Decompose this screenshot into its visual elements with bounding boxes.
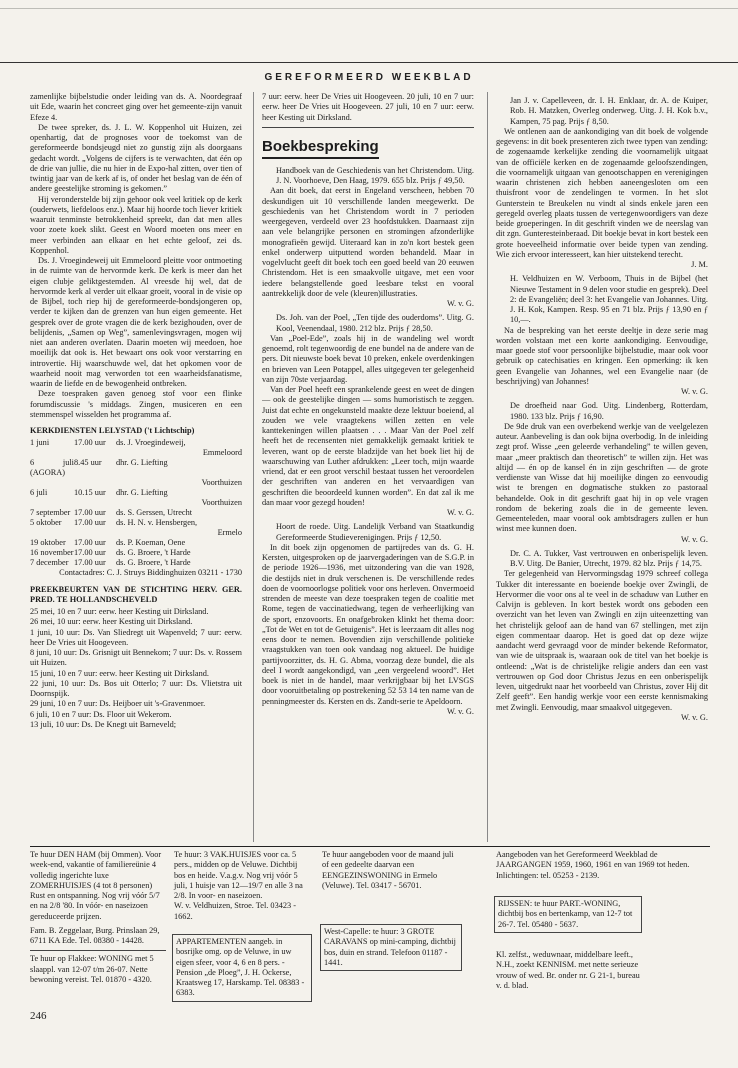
review-heading: Ds. Joh. van der Poel, „Ten tijde des ouderdoms”. Uitg. G. Kool, Veenendaal, 1980. 212 blz. Prijs ƒ 28,50. [276,313,474,333]
review-body: We ontlenen aan de aankondiging van dit boek de volgende gegevens: in dit boek presenteren zich twee typen van zending: de zogenaamde kerkelijke zending die voornamelijk uitgaat van de officiële kerken en de zogenaamde geloofszendingen, die voornamelijk uitgaan van genootschappen en verenigingen waarin christenen zich hebben aaneengesloten om een thuisfront voor de zendelingen te vormen. In het slot Gunterstein te Breukelen nu vindt al sinds enkele jaren een geregeld overleg plaats tussen de vertegenwoordigers van deze beide groeperingen. In dit geschrift vinden we de neerslag van dit zgn. Gunteresteinberaad. Dit boekje bevat in kort bestek een grote hoeveelheid informatie over beide typen van zending. Wie zich ervoor interesseert, kan hier uitstekend terecht. [496,126,708,259]
service-row [30,538,242,548]
service-row [30,558,242,568]
service-date: 7 december [30,558,69,568]
lelystad-services-title: KERKDIENSTEN LELYSTAD ('t Lichtschip) [30,426,195,435]
column-1 [30,92,242,844]
service-row [30,548,242,558]
preekbeurt-line: 8 juni, 10 uur: Ds. Grisnigt uit Bennekom; 7 uur: Ds. v. Rossem uit Huizen. [30,648,242,668]
column-separator [487,92,488,842]
service-date: 19 oktober [30,538,66,548]
ad-kennismaking [496,950,640,991]
ad-text: APPARTEMENTEN aangeb. in bosrijke omg. op de Veluwe, in uw eigen sfeer, voor 4, 6 en 8 pers. - Pension „de Ploeg”, J. H. Ockerse, Kraatsweg 17, Harskamp. Tel. 08383 - 6383. [176,937,305,998]
article-paragraph: Deze toespraken gaven genoeg stof voor een flinke forumdiscussie 's middags. Zingen, musiceren en een stemmenspel wisselden het programma af. [30,389,242,419]
section-divider [262,127,474,128]
service-row [30,438,242,448]
service-place-row [30,448,242,458]
service-preacher: ds. J. Vroegindeweij, [116,438,186,448]
review-heading: Dr. C. A. Tukker, Vast vertrouwen en onberispelijk leven. B.V. Uitg. De Banier, Utrecht, 1979. 82 blz. Prijs ƒ 14,75. [510,548,708,568]
ad-appartementen [172,934,312,1002]
ad-den-ham [30,850,166,985]
ad-text: Te huur DEN HAM (bij Ommen). Voor week-end, vakantie of familiereünie 4 volledig ingerichte luxe ZOMERHUISJES (4 tot 8 personen) Rust en ontspanning. Nog vrij vóór 5/7 en na 2/8 '80. In vóór- en naseizoen gereduceerde prijzen. [30,850,162,921]
service-preacher: dhr. G. Liefting [116,458,168,468]
review-body: Van „Poel-Ede”, zoals hij in de wandeling wel wordt genoemd, rolt tegenwoordig de ene bundel na de andere van de pers. Dit nieuwste boek bevat 10 preken, enkele overdenkingen en brieven van Leen Potappel, alles uitgegeven ter gelegenheid van zijn 70ste verjaardag. [262,333,474,384]
preekbeurt-line: 13 juli, 10 uur: Ds. De Knegt uit Barneveld; [30,719,177,729]
service-time: 17.00 uur [74,548,106,558]
service-time: 8.45 uur [74,458,102,468]
ad-contact: W. v. Veldhuizen, Stroe. Tel. 03423 - 1662. [174,901,297,921]
review-signature: W. v. G. [446,706,474,716]
review-signature: W. v. G. [680,387,708,396]
service-time: 17.00 uur [74,438,106,448]
service-row [30,488,242,498]
service-place-row [30,498,242,508]
ad-caravans [320,924,462,971]
review-signature: W. v. G. [680,712,708,722]
preekbeurt-line: 25 mei, 10 en 7 uur: eerw. heer Kesting uit Dirksland. [30,607,209,616]
review-heading: H. Veldhuizen en W. Verboom, Thuis in de Bijbel (het Nieuwe Testament in 9 delen voor studie en gesprek). Deel 2: de Evangeliën; deel 3: het Evangelie van Johannes. Uitg. J. H. Kok, Kampen. Resp. 95 en 71 blz. Prijs ƒ 13,90 en ƒ 10,—. [510,274,708,325]
ads-top-rule [30,846,710,847]
review-heading: Jan J. v. Capelleveen, dr. I. H. Enklaar, dr. A. de Kuiper, Rob. H. Matzken, Overleg onderweg. Uitg. J. H. Kok b.v., Kampen, 75 pag. Prijs ƒ 8,50. [510,96,708,126]
column-2 [262,92,474,844]
service-time: 17.00 uur [74,558,106,568]
service-date: 1 juni [30,438,50,448]
magazine-title: GEREFORMEERD WEEKBLAD [264,72,474,83]
preekbeurt-line: 15 juni, 10 en 7 uur: eerw. heer Kesting uit Dirksland. [30,668,209,678]
review-signature: W. v. G. [446,508,474,517]
ad-text: Te huur: 3 VAK.HUISJES voor ca. 5 pers., midden op de Veluwe. Dichtbij bos en heide. V.a.g.v. Nog vrij vóór 5 juli, 1 huisje van 12—19/7 en alle 3 na 2/8. In voor- en naseizoen. [174,850,303,900]
ad-jaargangen [496,850,706,881]
service-preacher: ds. S. Gerssen, Utrecht [116,508,193,518]
column-3 [496,92,708,844]
page-number: 246 [30,1010,47,1022]
service-place: Emmeloord [202,448,242,458]
article-paragraph: Ds. J. Vroegindeweij uit Emmeloord pleitte voor ontmoeting in de ruimte van de hervormde kerk. De kerk is meer dan het eigen clubje geliktgestemden. Al vreesde hij wel, dat de hervormde kerk al verder uit elkaar groeit, vooral in de visie op de Bijbel, toch riep hij de gereformeerde-bondsjongeren op, verder te kijken dan de grenzen van hun eigen gemeente. Het gesprek over de grote vragen die de kerk bezighouden, over de belijdenis, „Samen op Weg”, samenlevingsvragen, mogen wij niet aan anderen overlaten. Daarin moeten wij meedoen, hoe moeilijk dat ook is. Het bewaart ons ook voor verstarring en introvertie. Hij waarschuwde wel, dat het opkomen voor de waarheid nooit mag verworden tot een waarheidsfanatisme, waarin de liefde en de bewogenheid ontbreken. [30,256,242,388]
review-body: Aan dit boek, dat eerst in Engeland verscheen, hebben 70 deskundigen uit 10 verschillende landen meegewerkt. De geschiedenis van het Christendom wordt in 7 perioden weergegeven, verdeeld over 23 hoofdstukken. Daarnaast zijn aan vele belangrijke personen en stromingen afzonderlijke monografieën gewijd. Uiteraard kan in zo'n kort bestek geen enkel onderwerp uitputtend worden behandeld. Maar in vogelvlucht geeft dit boek toch een goed beeld van 20 eeuwen Christendom. Het is een smaakvolle uitgave, met een voor iedere belangstellende goed leesbare tekst en vooral aantrekkelijk door de vele (kleuren)illustraties. [262,186,474,298]
ad-vakhuisjes [174,850,308,922]
service-date: 7 september [30,508,71,518]
review-body: Van der Poel heeft een sprankelende geest en weet de dingen — ook de geestelijke dingen — soms humoristisch te zeggen. Juist dat echte en ongekunsteld maakte deze lektuur boeiend, al zouden we vele vraagtekens willen zetten en vele kanttekeningen willen plaatsen . . . Maar Van der Poel zelf heeft het de recensenten niet gemakkelijk gemaakt kritiek te leveren, want op de eerste bladzijde van het boek liet hij de waarschuwing van Luther afdrukken: „Leer toch, mijn waarde vriend, dat er een groot verschil bestaat tussen het veroordelen der geschriften van anderen en het vervaardigen van geschriften die beoordeeld kunnen worden”. En dat zal ik me dan maar voor gezegd houden! [262,385,474,507]
ad-flakkee: Te huur op Flakkee: WONING met 5 slaappl. van 12-07 t/m 26-07. Nette bewoning vereist. Tel. 01870 - 4320. [30,950,166,985]
service-place: Voorthuizen [201,478,242,488]
service-time: 10.15 uur [74,488,106,498]
article-paragraph: zamenlijke bijbelstudie onder leiding van ds. A. Noordegraaf uit Ede, waarin het concreet ging over het gemeente-zijn vanuit Efeze 4. [30,92,242,122]
ad-text: Te huur aangeboden voor de maand juli of een gedeelte daarvan een EENGEZINSWONING in Ermelo (Veluwe). Tel. 03417 - 56701. [322,850,454,890]
lelystad-services-table [30,438,242,568]
service-date: 6 juli (AGORA) [30,458,74,478]
service-preacher: ds. G. Broere, 't Harde [116,548,191,558]
review-body: De 9de druk van een overbekend werkje van de veelgelezen auteur. Aanbeveling is dan ook bijna overbodig. In de inleiding zegt prof. Wisse „een geleerde verhandeling” te willen geven, maar „meer praktisch dan theoretisch” te willen zijn. Het was altijd — én op de kansel én in zijn geschriften — de grote verdienste van Wisse dat hij moeilijke dingen zo eenvoudig wist te brengen en dogmatische stukken zo pastoraal behandelde. Ook in dit geschrift gaat hij in op vele vragen rondom de bekering zoals die in de gemeente leven. Gemeenteleden, maar vooral ook ambtsdragers zullen er hun winst mee kunnen doen. [496,421,708,534]
review-body: In dit boek zijn opgenomen de partijredes van ds. G. H. Kersten, uitgesproken op de jaarvergaderingen van de S.G.P. in de periode 1926—1936, met uitzondering van die van 1928, die destijds niet in druk verschenen is. De verschillende redes doen de voornoorlogse politiek voor ons herleven. Onvermoeid strenden de meeste van deze toespraken tegen de coalitie met Rome, tegen de vaccinatiedwang, tegen de verheerlijking van de sport, enzovoorts. En onafgebroken klinkt het thema door: „Tot de Wet en tot de Getuigenis”. Het is leerzaam dit alles nog eens door te nemen. Bovendien zijn verschillende politieke vraagstukken van toen ook vandaag nog aktueel. De huidige partijvoorzitter, ds. H. G. Abma, voorzag deze bundel, die als deel I wordt aangekondigd, van „een vergeelend woord”. Het boek is niet in de handel, maar verkrijgbaar bij het LVSGS door vooruitbetaling op postrekening 52 53 14 ten name van de penningmeester ds. Kersten en ds. Zandt-serie te Apeldoorn. [262,542,474,706]
preekbeurten-title: PREEKBEURTEN VAN DE STICHTING HERV. GER. PRED. TE HOLLANDSCHEVELD [30,584,242,604]
service-place-row [30,528,242,538]
service-preacher: dhr. G. Liefting [116,488,168,498]
service-place: Ermelo [217,528,242,538]
service-place-row [30,478,242,488]
column-separator [253,92,254,842]
ad-text: Kl. zelfst., weduwnaar, middelbare leeft., N.H., zoekt KENNISM. met nette serieuze vrouw of wed. Br. onder nr. G 21-1, bureau v. d. blad. [496,950,640,990]
service-row [30,518,242,528]
ad-text: RIJSSEN: te huur PART.-WONING, dichtbij bos en bertenkamp, van 12-7 tot 26-7. Tel. 05480 - 5637. [498,899,633,929]
review-signature: W. v. G. [446,299,474,308]
review-body: Na de bespreking van het eerste deeltje in deze serie mag worden volstaan met een korte aankondiging. Eenvoudige, maar goede stof voor persoonlijke bijbelstudie, maar ook voor gebruik op catechisaties en kringen. Een opmerking: ik ken geen Evangelie van Johannes, wel een Evangelie naar (de beschrijving) van Johannes! [496,325,708,386]
preekbeurt-line: 6 juli, 10 en 7 uur: Ds. Floor uit Wekerom. [30,709,172,719]
ad-rijssen [494,896,642,933]
preekbeurt-line: 22 juni, 10 uur: Ds. Bos uit Otterlo; 7 uur: Ds. Vlietstra uit Doornspijk. [30,678,242,698]
service-time: 17.00 uur [74,518,106,528]
review-body: Ter gelegenheid van Hervormingsdag 1979 schreef collega Tukker dit interessante en boeiende boekje over Zwingli, de Hervormer die voor ons al te veel in de schaduw van Luther en Calvijn is gebleven. In kort bestek wordt ons geboden een overzicht van het leven van Zwingli en zijn uiteenzetting van het christelijk geloof aan de hand van 67 stellingen, met zijn eigen commentaar daarop. Het is goed dat op deze wijze aandacht werd gevraagd voor de minder bekende Reformator, van wie de uitspraak is, waaraan ook de titel van het boekje is ontleend: „Wat is de christelijke religie anders dan een vast vertrouwen op God door Christus Jezus en een onberispelijk leven, uitgedrukt naar het voorbeeld van Christus, zover Hij dit Zelf geeft”. Een handig werkje voor een eerste kennismaking met Zwingli. Eenvoudig, maar smaakvol uitgegeven. [496,569,708,712]
top-scan-line [0,8,738,9]
preekbeurten-continued: 7 uur: eerw. heer De Vries uit Hoogeveen. 20 juli, 10 en 7 uur: eerw. heer De Vries uit Hoogeveen. 27 juli, 10 en 7 uur: eerw. heer Kesting uit Dirksland. [262,92,474,122]
article-paragraph: Hij veronderstelde bij zijn gehoor ook veel kritiek op de kerk (ouderwets, liefdeloos enz.). Maar hij hoorde toch liever kritiek waaruit tenminste betrokkenheid spreekt, dan dat men alles voor zoete koek slikt. Geest en Woord moeten ons meer en meer verbinden aan elkaar en het echte geloof, zei ds. Koppenhol. [30,194,242,255]
service-row [30,458,242,478]
service-place: Voorthuizen [201,498,242,508]
preekbeurt-line: 29 juni, 10 en 7 uur: Ds. Heijboer uit 's-Gravenmoer. [30,699,206,709]
service-date: 5 oktober [30,518,62,528]
review-heading: Handboek van de Geschiedenis van het Christendom. Uitg. J. N. Voorhoeve, Den Haag, 1979. 655 blz. Prijs ƒ 49,50. [276,165,474,185]
service-time: 17.00 uur [74,508,106,518]
review-heading: Hoort de roede. Uitg. Landelijk Verband van Staatkundig Gereformeerde Studieverenigingen. Prijs ƒ 12,50. [276,522,474,542]
service-date: 16 november [30,548,74,558]
review-heading: De droefheid naar God. Uitg. Lindenberg, Rotterdam, 1980. 133 blz. Prijs ƒ 16,90. [510,401,708,421]
preekbeurten-list [30,607,242,730]
header-rule [0,62,738,63]
contact-address: Contactadres: C. J. Struys Biddinghuizen 03211 - 1730 [59,568,242,578]
ad-text: West-Capelle: te huur: 3 GROTE CARAVANS op mini-camping, dichtbij bos, duin en strand. Telefoon 01187 - 1441. [324,927,456,967]
preekbeurt-line: 26 mei, 10 uur: eerw. heer Kesting uit Dirksland. [30,617,193,627]
service-preacher: ds. G. Broere, 't Harde [116,558,191,568]
review-signature: W. v. G. [680,534,708,544]
service-preacher: ds. H. N. v. Hensbergen, [116,518,198,528]
ad-contact: Fam. B. Zeggelaar, Burg. Prinslaan 29, 6711 KA Ede. Tel. 08380 - 14428. [30,925,160,945]
service-time: 17.00 uur [74,538,106,548]
boekbespreking-title: Boekbespreking [262,138,379,159]
preekbeurt-line: 1 juni, 10 uur: Ds. Van Sliedregt uit Wapenveld; 7 uur: eerw. heer De Vries uit Hoogeveen. [30,627,242,647]
review-signature: J. M. [691,260,708,269]
ad-text: Aangeboden van het Gereformeerd Weekblad de JAARGANGEN 1959, 1960, 1961 en van 1969 tot heden. Inlichtingen: tel. 05253 - 2139. [496,850,690,880]
ad-eengezinswoning [322,850,462,891]
service-date: 6 juli [30,488,48,498]
service-row [30,508,242,518]
article-paragraph: De twee spreker, ds. J. L. W. Koppenhol uit Huizen, zei openhartig, dat de prognoses voor de toekomst van de gereformeerde bondsjeugd niet zo gunstig zijn als doorgaans gedacht wordt. „Volgens de cijfers is te verwachten, dat één op de drie van jullie, die nu hier in de Expo-hal zitten, over tien of twintig jaar van de kerk af is, of onder het beslag van de één of andere geestelijke stroming is gekomen.” [30,122,242,194]
service-preacher: ds. P. Koeman, Oene [116,538,186,548]
